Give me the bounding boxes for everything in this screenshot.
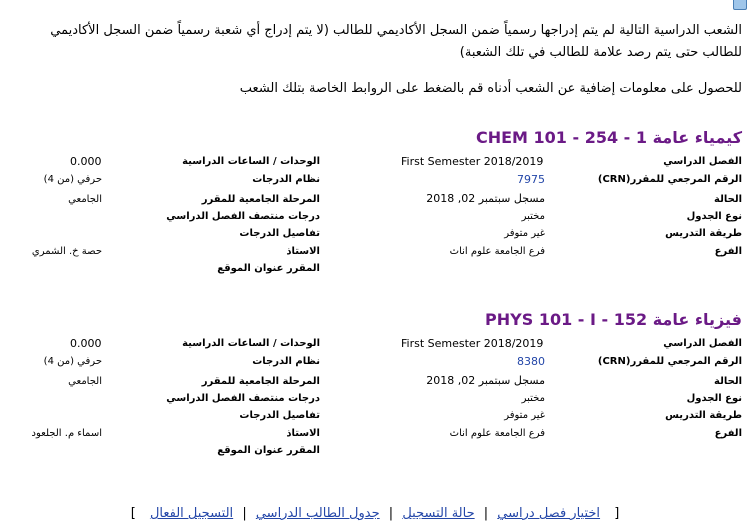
footer-link-select-term[interactable]: اختيار فصل دراسي	[497, 506, 601, 521]
footer-nav	[0, 506, 750, 521]
footer-separator: |	[388, 506, 394, 521]
instruction-label: طريقة التدريس	[665, 410, 742, 421]
instruction-label: طريقة التدريس	[665, 228, 742, 239]
level-value: الجامعي	[68, 376, 102, 387]
term-value: First Semester 2018/2019	[401, 155, 544, 168]
intro-line-2: للطالب حتى يتم رصد علامة للطالب في تلك الشعبة)	[459, 45, 742, 60]
grade-detail-label: تفاصيل الدرجات	[239, 228, 320, 239]
term-label: الفصل الدراسي	[663, 156, 742, 167]
location-label: المقرر عنوان الموقع	[217, 445, 320, 456]
level-label: المرحلة الجامعية للمقرر	[201, 376, 320, 387]
midterm-label: درجات منتصف الفصل الدراسي	[166, 211, 320, 222]
course-title-link[interactable]: كيمياء عامة 1 - 254 - CHEM 101	[475, 128, 742, 147]
campus-label: الفرع	[714, 246, 742, 257]
schedule-type-value: مختبر	[521, 393, 545, 404]
instructor-value: حصة خ. الشمري	[31, 246, 102, 257]
term-value: First Semester 2018/2019	[401, 337, 544, 350]
units-label: الوحدات / الساعات الدراسية	[182, 156, 320, 167]
campus-value: فرع الجامعة علوم اناث	[449, 428, 545, 439]
level-label: المرحلة الجامعية للمقرر	[201, 194, 320, 205]
status-value: مسجل سبتمبر 02, 2018	[426, 374, 545, 387]
status-label: الحالة	[714, 194, 742, 205]
course-title-link[interactable]: فيزياء عامة 152 - PHYS 101 - I	[485, 310, 742, 329]
units-value: 0.000	[70, 155, 102, 168]
grade-detail-label: تفاصيل الدرجات	[239, 410, 320, 421]
crn-value: 8380	[517, 355, 545, 368]
schedule-type-value: مختبر	[521, 211, 545, 222]
campus-label: الفرع	[714, 428, 742, 439]
status-value: مسجل سبتمبر 02, 2018	[426, 192, 545, 205]
status-label: الحالة	[714, 376, 742, 387]
crn-value: 7975	[517, 173, 545, 186]
instruction-value: غير متوفر	[504, 228, 545, 239]
instructor-label: الاستاذ	[286, 246, 320, 257]
footer-separator: |	[242, 506, 247, 521]
footer-link-registration-status[interactable]: حالة التسجيل	[402, 506, 475, 521]
schedule-type-label: نوع الجدول	[686, 393, 742, 404]
grade-mode-label: نظام الدرجات	[252, 356, 320, 367]
grade-mode-value: حرفي (من 4)	[43, 174, 102, 185]
footer-close-bracket: ]	[130, 506, 136, 521]
location-label: المقرر عنوان الموقع	[217, 263, 320, 274]
grade-mode-label: نظام الدرجات	[252, 174, 320, 185]
footer-open-bracket: [	[614, 506, 620, 521]
crn-label: الرقم المرجعي للمقرر(CRN)	[597, 356, 742, 367]
term-label: الفصل الدراسي	[663, 338, 742, 349]
crn-label: الرقم المرجعي للمقرر(CRN)	[597, 174, 742, 185]
grade-mode-value: حرفي (من 4)	[43, 356, 102, 367]
schedule-type-label: نوع الجدول	[686, 211, 742, 222]
instructor-value: اسماء م. الجلعود	[31, 428, 102, 439]
info-icon	[733, 0, 747, 10]
footer-link-student-schedule[interactable]: جدول الطالب الدراسي	[255, 506, 380, 521]
intro-line-3: للحصول على معلومات إضافية عن الشعب أدناه قم بالضغط على الروابط الخاصة بتلك الشعب	[239, 81, 742, 96]
instructor-label: الاستاذ	[286, 428, 320, 439]
footer-separator: |	[483, 506, 489, 521]
level-value: الجامعي	[68, 194, 102, 205]
units-value: 0.000	[70, 337, 102, 350]
footer-link-active-registration[interactable]: التسجيل الفعال	[149, 506, 234, 521]
units-label: الوحدات / الساعات الدراسية	[182, 338, 320, 349]
campus-value: فرع الجامعة علوم اناث	[449, 246, 545, 257]
intro-line-1: الشعب الدراسية التالية لم يتم إدراجها رسمياً ضمن السجل الأكاديمي للطالب (لا يتم إدراج أي شعبة رسمياً ضمن السجل الأكاديمي	[50, 23, 742, 38]
midterm-label: درجات منتصف الفصل الدراسي	[166, 393, 320, 404]
instruction-value: غير متوفر	[504, 410, 545, 421]
